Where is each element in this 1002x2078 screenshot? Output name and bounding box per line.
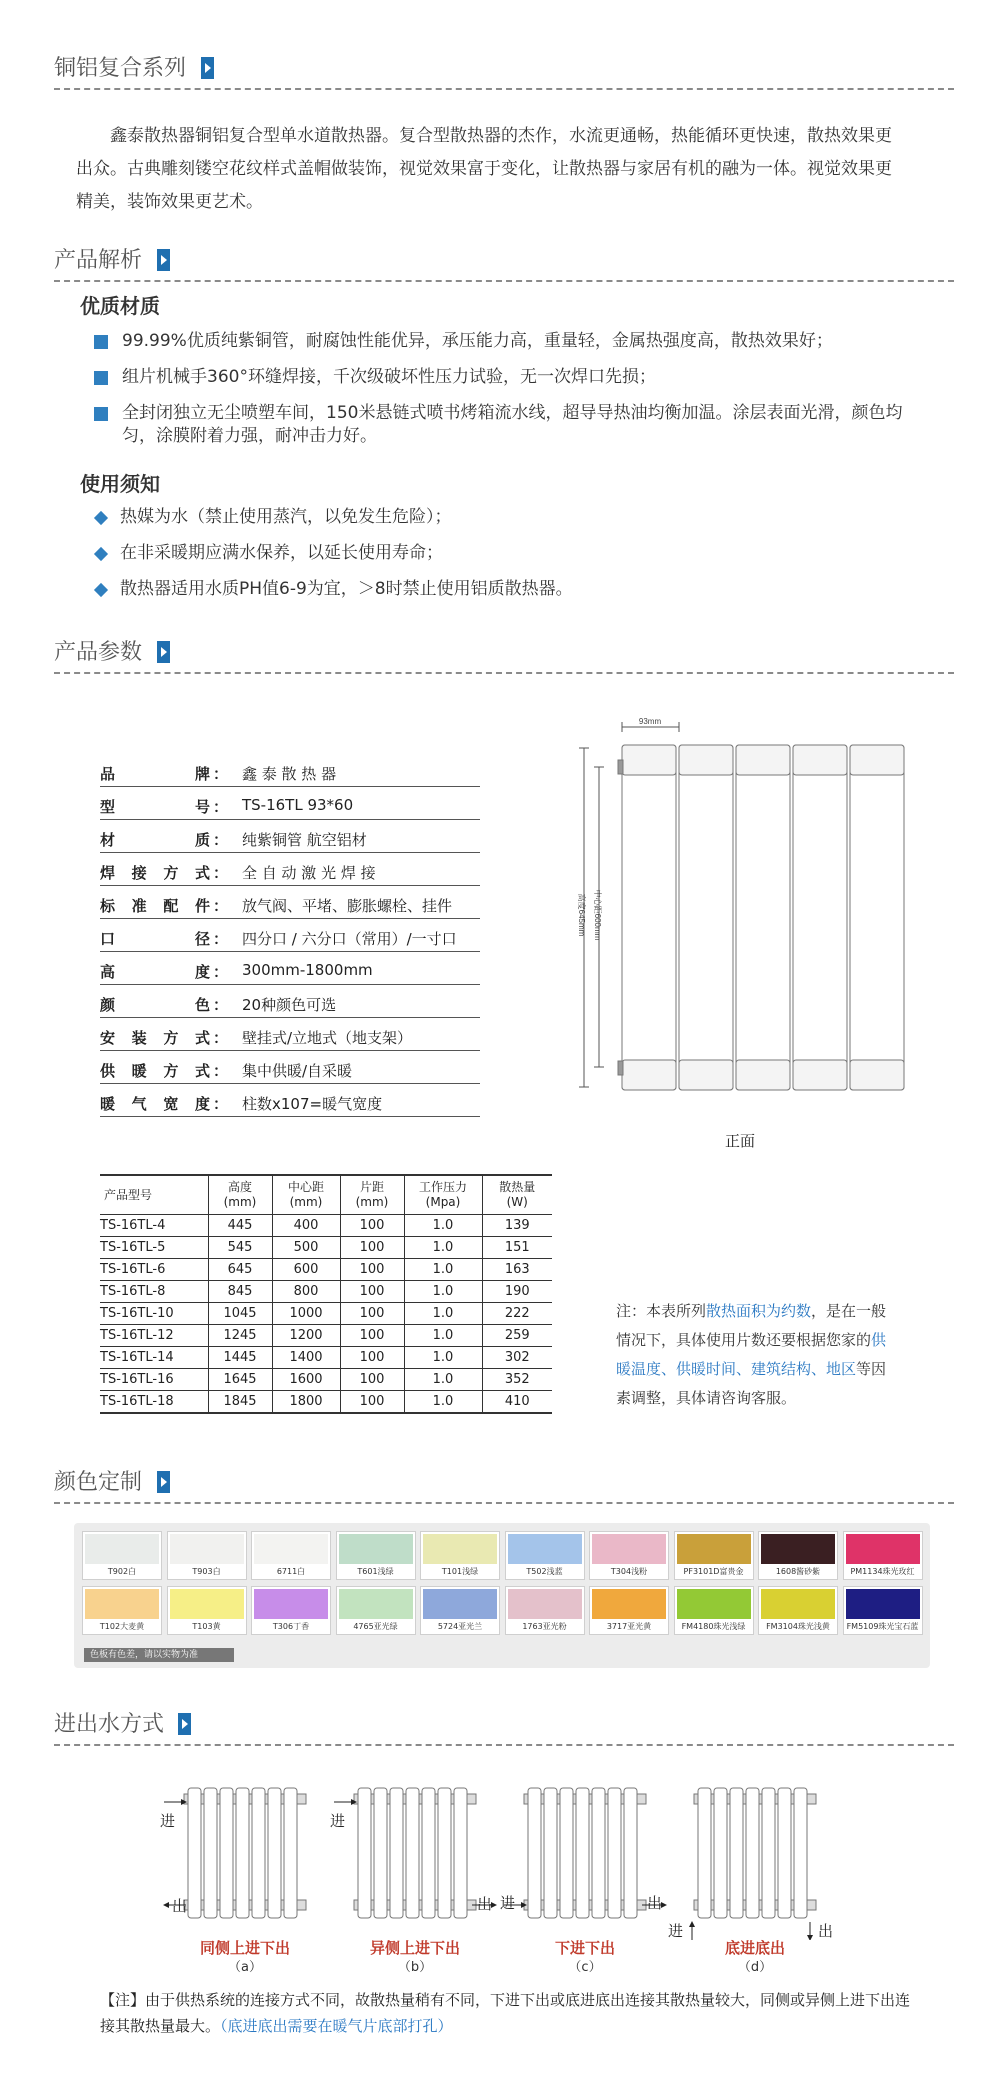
color-swatch: [251, 1586, 331, 1635]
table-header: 片距 (mm): [340, 1175, 404, 1215]
color-swatch: [843, 1531, 923, 1580]
color-swatch: [674, 1531, 754, 1580]
square-bullet-icon: [94, 335, 108, 349]
flow-radiator-icon: [500, 1780, 670, 1940]
spec-value: 300mm-1800mm: [242, 961, 373, 979]
swatch-label: T103黄: [192, 1622, 221, 1631]
radiator-top-cap: [736, 745, 790, 775]
radiator-column: [454, 1788, 467, 1918]
valve-plug: [618, 760, 623, 774]
model-table: [100, 1174, 552, 1414]
spec-key: 标准配件: [100, 897, 210, 915]
section-header-analysis: [54, 238, 954, 282]
table-cell: 100: [340, 1281, 404, 1303]
radiator-column: [374, 1788, 387, 1918]
radiator-column: [284, 1788, 297, 1918]
swatch-label: FM5109珠光宝石蓝: [846, 1622, 919, 1631]
outlet-label: 出: [647, 1894, 663, 1912]
swatch-label: T101浅绿: [441, 1567, 479, 1576]
table-header: 工作压力 (Mpa): [404, 1175, 482, 1215]
swatch-color-block: [846, 1589, 920, 1619]
swatch-label: PF3101D富贵金: [683, 1567, 744, 1576]
height-dimension-label: 高度645mm: [577, 893, 586, 937]
swatch-color-block: [761, 1589, 835, 1619]
radiator-bottom-cap: [736, 1060, 790, 1090]
table-row: [100, 1237, 552, 1259]
table-header: 中心距 (mm): [272, 1175, 340, 1215]
swatch-color-block: [339, 1589, 413, 1619]
spec-key: 暖气宽度: [100, 1095, 210, 1113]
spec-colon: ：: [213, 930, 229, 948]
section-title: 铜铝复合系列: [54, 56, 187, 81]
swatch-color-block: [170, 1534, 244, 1564]
radiator-top-cap: [793, 745, 847, 775]
radiator-top-cap: [850, 745, 904, 775]
radiator-column: [592, 1788, 605, 1918]
table-cell: 545: [208, 1237, 272, 1259]
spec-colon: ：: [213, 798, 229, 816]
flow-subcaption: （d）: [737, 1960, 773, 1975]
radiator-column: [762, 1788, 775, 1918]
section-header-colors: [54, 1460, 954, 1504]
table-cell: 1.0: [404, 1237, 482, 1259]
table-cell: 400: [272, 1215, 340, 1237]
color-swatch: [82, 1531, 162, 1580]
radiator-column: [438, 1788, 451, 1918]
spec-key: 口径: [100, 930, 210, 948]
spec-row: [100, 1084, 480, 1117]
radiator-column: [268, 1788, 281, 1918]
table-cell: 163: [482, 1259, 552, 1281]
swatch-label: FM4180珠光浅绿: [681, 1622, 746, 1631]
table-cell: TS-16TL-8: [100, 1281, 208, 1303]
spec-value: 柱数x107=暖气宽度: [242, 1095, 383, 1113]
table-cell: 600: [272, 1259, 340, 1281]
table-cell: 1.0: [404, 1325, 482, 1347]
table-cell: 1.0: [404, 1369, 482, 1391]
spec-colon: ：: [213, 864, 229, 882]
radiator-column: [204, 1788, 217, 1918]
swatch-label: T903白: [192, 1567, 221, 1576]
radiator-column: [746, 1788, 759, 1918]
table-row: [100, 1303, 552, 1325]
swatch-label: T502浅蓝: [526, 1567, 563, 1576]
usage-title: 使用须知: [80, 472, 160, 496]
radiator-column: [544, 1788, 557, 1918]
spec-key: 颜色: [100, 996, 210, 1014]
table-cell: 100: [340, 1369, 404, 1391]
spec-colon: ：: [213, 1029, 229, 1047]
swatch-label: 1608酱砂紫: [775, 1567, 821, 1576]
color-swatch: [167, 1531, 247, 1580]
table-cell: TS-16TL-14: [100, 1347, 208, 1369]
radiator-column: [576, 1788, 589, 1918]
table-row: [100, 1215, 552, 1237]
diamond-bullet-icon: [94, 583, 108, 597]
table-cell: 1245: [208, 1325, 272, 1347]
table-cell: 845: [208, 1281, 272, 1303]
swatch-color-block: [846, 1534, 920, 1564]
color-swatch-panel: [74, 1523, 930, 1668]
table-cell: 1.0: [404, 1303, 482, 1325]
swatch-color-block: [254, 1589, 328, 1619]
table-cell: TS-16TL-16: [100, 1369, 208, 1391]
radiator-column: [406, 1788, 419, 1918]
table-cell: 139: [482, 1215, 552, 1237]
table-cell: 410: [482, 1391, 552, 1413]
spec-value: TS-16TL 93*60: [242, 796, 354, 814]
intro-paragraph: 鑫泰散热器铜铝复合型单水道散热器。复合型散热器的杰作，水流更通畅，热能循环更快速，散热效果更出众。古典雕刻镂空花纹样式盖帽做装饰，视觉效果富于变化，让散热器与家居有机的融为一体。视觉效果更精美，装饰效果更艺术。: [76, 126, 892, 212]
swatch-label: T601浅绿: [357, 1567, 394, 1576]
table-cell: TS-16TL-4: [100, 1215, 208, 1237]
flow-diagram: [160, 1780, 330, 1975]
spec-row: [100, 886, 480, 919]
spec-row: [100, 952, 480, 985]
radiator-column: [736, 745, 790, 1090]
table-cell: 500: [272, 1237, 340, 1259]
flow-subcaption: （a）: [228, 1960, 262, 1975]
swatch-label: 3717亚光黄: [606, 1622, 652, 1631]
swatch-label: T102大麦黄: [99, 1622, 145, 1631]
swatch-color-block: [254, 1534, 328, 1564]
table-cell: 1.0: [404, 1259, 482, 1281]
table-cell: 100: [340, 1303, 404, 1325]
quality-list: [94, 330, 914, 461]
flow-subcaption: （b）: [397, 1960, 433, 1975]
swatch-color-block: [423, 1534, 497, 1564]
swatch-color-block: [423, 1589, 497, 1619]
spec-row: [100, 1051, 480, 1084]
arrow-right-icon: [201, 57, 214, 79]
outlet-label: 出: [172, 1897, 188, 1915]
radiator-column: [252, 1788, 265, 1918]
section-header-series: [54, 46, 954, 90]
list-item: 热媒为水（禁止使用蒸汽，以免发生危险）；: [94, 506, 914, 529]
section-title: 进出水方式: [54, 1712, 165, 1737]
table-cell: 151: [482, 1237, 552, 1259]
spec-value: 壁挂式/立地式（地支架）: [242, 1029, 413, 1047]
spec-colon: ：: [213, 765, 229, 783]
radiator-column: [528, 1788, 541, 1918]
radiator-column: [390, 1788, 403, 1918]
swatch-label: T304浅粉: [610, 1567, 648, 1576]
section-header-params: [54, 630, 954, 674]
color-swatch: [505, 1531, 585, 1580]
spec-list: [100, 754, 480, 1117]
table-cell: 1.0: [404, 1391, 482, 1413]
outlet-label: 出: [477, 1895, 493, 1913]
spec-colon: ：: [213, 963, 229, 981]
spec-key: 材质: [100, 831, 210, 849]
color-swatch: [674, 1586, 754, 1635]
flow-caption: 底进底出: [724, 1939, 785, 1957]
color-swatch: [589, 1586, 669, 1635]
flow-caption: 同侧上进下出: [199, 1939, 290, 1957]
spec-colon: ：: [213, 996, 229, 1014]
radiator-column: [560, 1788, 573, 1918]
radiator-column: [608, 1788, 621, 1918]
color-swatch: [82, 1586, 162, 1635]
swatch-color-block: [677, 1534, 751, 1564]
radiator-top-cap: [622, 745, 676, 775]
swatch-label: 5724亚光兰: [437, 1622, 483, 1631]
swatch-color-block: [339, 1534, 413, 1564]
table-cell: 645: [208, 1259, 272, 1281]
radiator-column: [358, 1788, 371, 1918]
table-cell: 100: [340, 1259, 404, 1281]
radiator-top-cap: [679, 745, 733, 775]
table-cell: TS-16TL-12: [100, 1325, 208, 1347]
swatch-color-block: [592, 1589, 666, 1619]
radiator-column: [422, 1788, 435, 1918]
section-title: 产品解析: [54, 248, 143, 273]
spec-row: [100, 1018, 480, 1051]
section-title: 产品参数: [54, 640, 143, 665]
swatch-color-block: [508, 1534, 582, 1564]
radiator-column: [850, 745, 904, 1090]
table-cell: 302: [482, 1347, 552, 1369]
table-row: [100, 1325, 552, 1347]
inlet-label: 进: [330, 1812, 346, 1830]
swatch-color-block: [170, 1589, 244, 1619]
flow-caption: 下进下出: [554, 1939, 615, 1957]
list-item: 组片机械手360°环缝焊接，千次级破坏性压力试验，无一次焊口先损；: [94, 366, 914, 389]
square-bullet-icon: [94, 407, 108, 421]
color-swatch: [843, 1586, 923, 1635]
table-cell: TS-16TL-5: [100, 1237, 208, 1259]
swatch-label: PM1134珠光玫红: [850, 1567, 915, 1576]
flow-subcaption: （c）: [568, 1960, 602, 1975]
table-cell: 1200: [272, 1325, 340, 1347]
spec-row: [100, 985, 480, 1018]
color-swatch: [505, 1586, 585, 1635]
radiator-front-diagram: [575, 715, 905, 1145]
table-cell: 1800: [272, 1391, 340, 1413]
width-dimension-label: 93mm: [638, 717, 662, 726]
table-cell: 1445: [208, 1347, 272, 1369]
color-swatch: [758, 1586, 838, 1635]
radiator-column: [794, 1788, 807, 1918]
arrow-right-icon: [157, 641, 170, 663]
spec-row: [100, 820, 480, 853]
swatch-color-block: [85, 1534, 159, 1564]
table-cell: 1600: [272, 1369, 340, 1391]
flow-diagram: [500, 1780, 670, 1975]
spec-value: 纯紫铜管 航空铝材: [242, 831, 367, 849]
table-cell: 100: [340, 1347, 404, 1369]
spec-value: 全 自 动 激 光 焊 接: [242, 864, 376, 882]
swatch-label: 1763亚光粉: [522, 1622, 567, 1631]
usage-list: [94, 506, 914, 614]
table-cell: 352: [482, 1369, 552, 1391]
flow-diagram: [668, 1780, 840, 1975]
table-cell: 1.0: [404, 1281, 482, 1303]
section-header-flow: [54, 1702, 954, 1746]
spec-key: 焊接方式: [100, 864, 210, 882]
radiator-column: [714, 1788, 727, 1918]
swatch-color-block: [592, 1534, 666, 1564]
spec-colon: ：: [213, 897, 229, 915]
spec-colon: ：: [213, 1062, 229, 1080]
swatch-label: 4765亚光绿: [353, 1622, 398, 1631]
table-cell: TS-16TL-18: [100, 1391, 208, 1413]
list-item: 全封闭独立无尘喷塑车间，150米悬链式喷书烤箱流水线，超导导热油均衡加温。涂层表面光滑，颜色均匀，涂膜附着力强，耐冲击力好。: [94, 402, 914, 448]
table-cell: 1645: [208, 1369, 272, 1391]
table-row: [100, 1347, 552, 1369]
inlet-label: 进: [500, 1894, 516, 1912]
quality-title: 优质材质: [80, 294, 160, 318]
table-cell: 1045: [208, 1303, 272, 1325]
swatch-label: T902白: [107, 1567, 137, 1576]
radiator-bottom-cap: [679, 1060, 733, 1090]
swatch-color-block: [508, 1589, 582, 1619]
section-title: 颜色定制: [54, 1470, 143, 1495]
radiator-column: [236, 1788, 249, 1918]
spec-key: 型号: [100, 798, 210, 816]
table-cell: TS-16TL-6: [100, 1259, 208, 1281]
table-cell: 259: [482, 1325, 552, 1347]
footnote: 【注】由于供热系统的连接方式不同，故散热量稍有不同，下进下出或底进底出连接其散热量较大，同侧或异侧上进下出连接其散热量最大。（底进底出需要在暖气片底部打孔）: [100, 1991, 911, 2035]
spec-row: [100, 919, 480, 952]
radiator-column: [679, 745, 733, 1090]
table-cell: 1.0: [404, 1347, 482, 1369]
table-cell: 445: [208, 1215, 272, 1237]
spec-row: [100, 787, 480, 820]
diamond-bullet-icon: [94, 511, 108, 525]
list-item: 在非采暖期应满水保养，以延长使用寿命；: [94, 542, 914, 565]
color-swatch: [589, 1531, 669, 1580]
color-swatch: [420, 1586, 500, 1635]
table-header: 高度 (mm): [208, 1175, 272, 1215]
color-swatch: [336, 1586, 416, 1635]
square-bullet-icon: [94, 371, 108, 385]
color-swatch: [336, 1531, 416, 1580]
spec-value: 20种颜色可选: [242, 996, 337, 1014]
radiator-bottom-cap: [850, 1060, 904, 1090]
table-header: 散热量 (W): [482, 1175, 552, 1215]
color-swatch: [758, 1531, 838, 1580]
radiator-column: [624, 1788, 637, 1918]
table-row: [100, 1259, 552, 1281]
radiator-column: [793, 745, 847, 1090]
inlet-label: 进: [668, 1922, 684, 1940]
arrow-right-icon: [178, 1713, 191, 1735]
radiator-column: [698, 1788, 711, 1918]
color-difference-note: 色板有色差，请以实物为准: [84, 1648, 234, 1662]
radiator-column: [778, 1788, 791, 1918]
table-cell: 100: [340, 1215, 404, 1237]
spec-key: 品牌: [100, 765, 210, 783]
spec-colon: ：: [213, 831, 229, 849]
spec-row: [100, 754, 480, 787]
table-cell: 190: [482, 1281, 552, 1303]
color-swatch: [251, 1531, 331, 1580]
table-cell: 1000: [272, 1303, 340, 1325]
swatch-color-block: [761, 1534, 835, 1564]
flow-radiator-icon: [330, 1780, 500, 1940]
diagram-caption: 正面: [724, 1132, 755, 1150]
flow-diagram: [330, 1780, 500, 1975]
swatch-color-block: [677, 1589, 751, 1619]
swatch-label: FM3104珠光浅黄: [766, 1622, 830, 1631]
center-distance-label: 中心距600mm: [593, 889, 602, 941]
table-cell: 222: [482, 1303, 552, 1325]
flow-radiator-icon: [160, 1780, 330, 1940]
table-cell: 1400: [272, 1347, 340, 1369]
flow-radiator-icon: [670, 1780, 840, 1940]
table-row: [100, 1369, 552, 1391]
spec-value: 鑫 泰 散 热 器: [242, 765, 337, 783]
valve-plug: [618, 1061, 623, 1075]
flow-caption: 异侧上进下出: [369, 1939, 460, 1957]
inlet-label: 进: [160, 1812, 176, 1830]
spec-value: 四分口 / 六分口（常用）/一寸口: [242, 930, 457, 948]
table-row: [100, 1391, 552, 1413]
table-cell: 100: [340, 1237, 404, 1259]
radiator-column: [188, 1788, 201, 1918]
swatch-color-block: [85, 1589, 159, 1619]
table-cell: TS-16TL-10: [100, 1303, 208, 1325]
table-cell: 100: [340, 1391, 404, 1413]
outlet-label: 出: [818, 1922, 834, 1940]
color-swatch: [167, 1586, 247, 1635]
spec-key: 安装方式: [100, 1029, 210, 1047]
spec-value: 集中供暖/自采暖: [242, 1062, 353, 1080]
table-note: 注：本表所列散热面积为约数，是在一般情况下，具体使用片数还要根据您家的供暖温度、供暖时间、建筑结构、地区等因素调整，具体请咨询客服。: [616, 1302, 887, 1407]
arrow-right-icon: [157, 249, 170, 271]
radiator-column: [730, 1788, 743, 1918]
radiator-column: [220, 1788, 233, 1918]
diamond-bullet-icon: [94, 547, 108, 561]
list-item: 99.99%优质纯紫铜管，耐腐蚀性能优异，承压能力高，重量轻，金属热强度高，散热效果好；: [94, 330, 914, 353]
table-cell: 1.0: [404, 1215, 482, 1237]
spec-value: 放气阀、平堵、膨胀螺栓、挂件: [242, 897, 453, 915]
color-swatch: [420, 1531, 500, 1580]
table-cell: 800: [272, 1281, 340, 1303]
table-cell: 100: [340, 1325, 404, 1347]
spec-key: 供暖方式: [100, 1062, 210, 1080]
arrow-right-icon: [157, 1471, 170, 1493]
radiator-bottom-cap: [793, 1060, 847, 1090]
spec-row: [100, 853, 480, 886]
list-item: 散热器适用水质PH值6-9为宜，＞8时禁止使用铝质散热器。: [94, 578, 914, 601]
swatch-label: T306丁香: [272, 1622, 310, 1631]
spec-key: 高度: [100, 963, 210, 981]
radiator-bottom-cap: [622, 1060, 676, 1090]
swatch-label: 6711白: [276, 1567, 306, 1576]
table-header: 产品型号: [100, 1175, 208, 1215]
table-cell: 1845: [208, 1391, 272, 1413]
table-row: [100, 1281, 552, 1303]
spec-colon: ：: [213, 1095, 229, 1113]
radiator-column: [622, 745, 676, 1090]
